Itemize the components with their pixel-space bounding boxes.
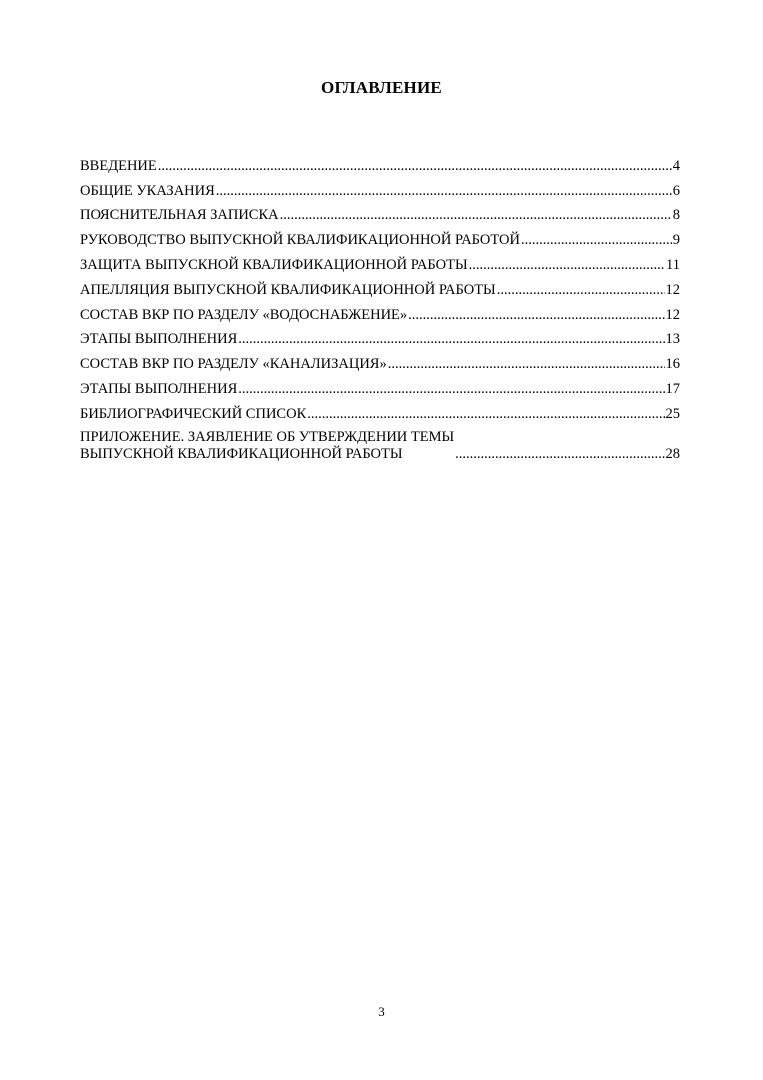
toc-dot-leader: [408, 307, 664, 324]
toc-dot-leader: [455, 446, 664, 463]
toc-entry-label-line1: ПРИЛОЖЕНИЕ. ЗАЯВЛЕНИЕ ОБ УТВЕРЖДЕНИИ ТЕМЫ: [80, 428, 455, 445]
toc-entry-defense: [80, 249, 680, 274]
toc-entry-label: ЭТАПЫ ВЫПОЛНЕНИЯ: [80, 380, 238, 397]
toc-entry-label: СОСТАВ ВКР ПО РАЗДЕЛУ «ВОДОСНАБЖЕНИЕ»: [80, 306, 408, 323]
toc-entry-label: ПОЯСНИТЕЛЬНАЯ ЗАПИСКА: [80, 207, 279, 224]
toc-entry-explanatory-note: [80, 200, 680, 225]
toc-entry-label-line2: ВЫПУСКНОЙ КВАЛИФИКАЦИОННОЙ РАБОТЫ: [80, 445, 403, 462]
toc-entry-page: 17: [665, 380, 680, 397]
toc-entry-page: 9: [672, 232, 680, 249]
toc-entry-appendix: [80, 423, 680, 463]
toc-entry-page: 12: [665, 281, 680, 298]
toc-entry-page: 8: [672, 207, 680, 224]
toc-entry-page: 28: [665, 445, 680, 462]
toc-entry-label: АПЕЛЛЯЦИЯ ВЫПУСКНОЙ КВАЛИФИКАЦИОННОЙ РАБОТЫ: [80, 281, 496, 298]
toc-dot-leader: [158, 158, 672, 175]
toc-dot-leader: [469, 257, 665, 274]
toc-entry-page: 25: [665, 405, 680, 422]
toc-entry-page: 6: [672, 182, 680, 199]
toc-entry-stages-water: [80, 324, 680, 349]
toc-entry-page: 16: [665, 356, 680, 373]
toc-dot-leader: [497, 282, 665, 299]
toc-entry-label: РУКОВОДСТВО ВЫПУСКНОЙ КВАЛИФИКАЦИОННОЙ РАБОТОЙ: [80, 232, 520, 249]
toc-entry-appeal: [80, 274, 680, 299]
toc-dot-leader: [216, 183, 672, 200]
toc-entry-label: ЗАЩИТА ВЫПУСКНОЙ КВАЛИФИКАЦИОННОЙ РАБОТЫ: [80, 256, 468, 273]
toc-entry-label: ОБЩИЕ УКАЗАНИЯ: [80, 182, 215, 199]
toc-dot-leader: [238, 381, 664, 398]
toc-entry-label: [80, 429, 454, 463]
toc-dot-leader: [280, 207, 672, 224]
toc-entry-page: 4: [672, 157, 680, 174]
toc-entry-general-instructions: [80, 175, 680, 200]
toc-entry-sewerage: [80, 348, 680, 373]
toc-dot-leader: [521, 232, 672, 249]
toc-list: [80, 150, 680, 463]
page-number: 3: [378, 1004, 385, 1019]
toc-entry-label: ВВЕДЕНИЕ: [80, 157, 157, 174]
toc-entry-label: БИБЛИОГРАФИЧЕСКИЙ СПИСОК: [80, 405, 307, 422]
toc-entry-page: 13: [665, 331, 680, 348]
toc-dot-leader: [388, 356, 665, 373]
toc-entry-page: 11: [666, 256, 680, 273]
toc-dot-leader: [307, 406, 664, 423]
toc-entry-page: 12: [665, 306, 680, 323]
toc-entry-supervision: [80, 224, 680, 249]
toc-entry-water-supply: [80, 299, 680, 324]
toc-entry-stages-sewerage: [80, 373, 680, 398]
toc-entry-label: СОСТАВ ВКР ПО РАЗДЕЛУ «КАНАЛИЗАЦИЯ»: [80, 356, 387, 373]
toc-entry-introduction: [80, 150, 680, 175]
toc-entry-bibliography: [80, 398, 680, 423]
toc-dot-leader: [238, 331, 664, 348]
toc-title: ОГЛАВЛЕНИЕ: [321, 78, 442, 97]
toc-entry-label: ЭТАПЫ ВЫПОЛНЕНИЯ: [80, 331, 238, 348]
